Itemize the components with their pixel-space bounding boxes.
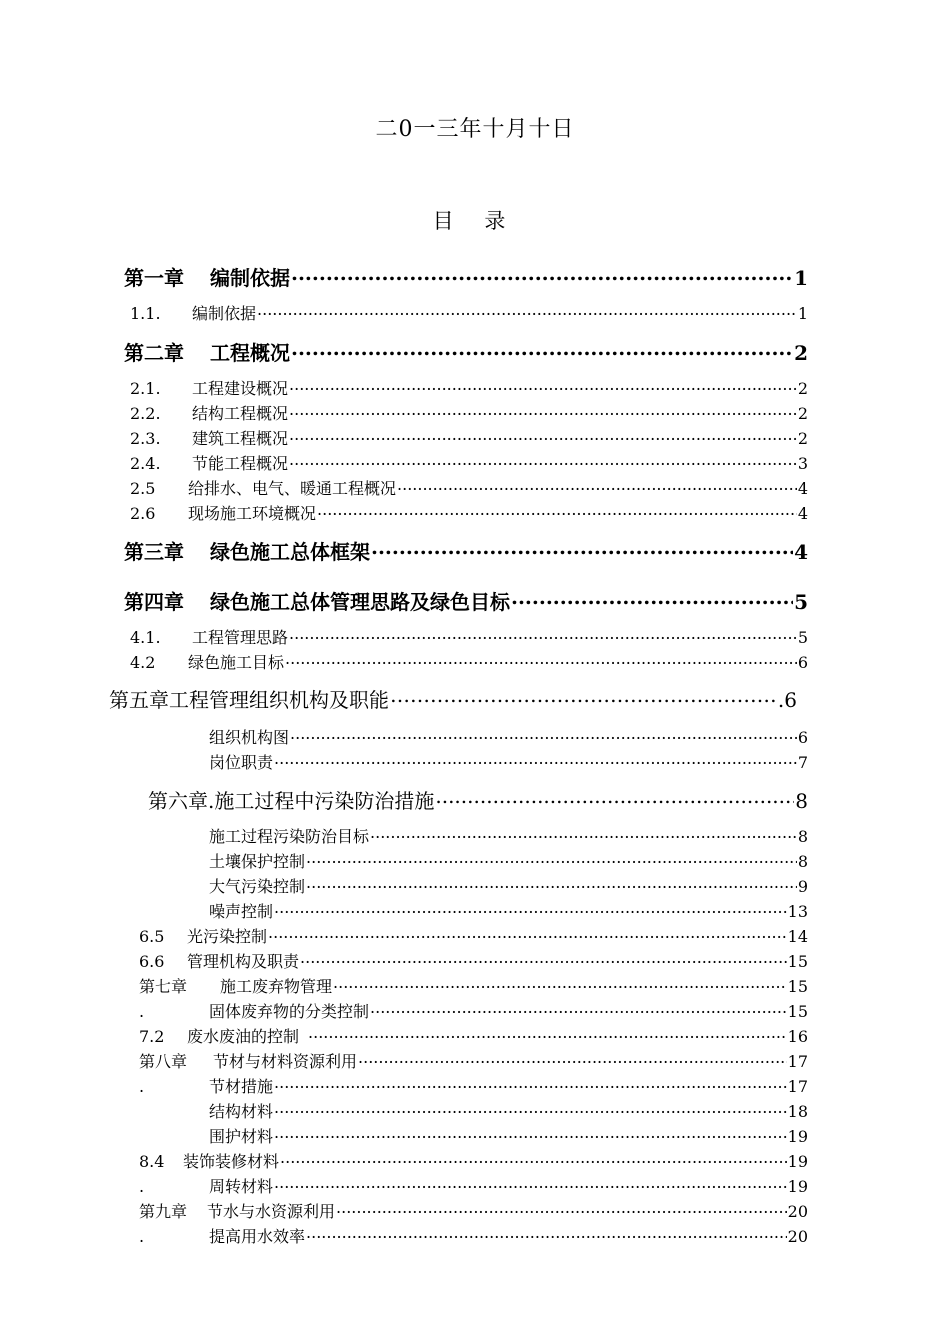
toc-entry-9-1[interactable]	[139, 1224, 808, 1247]
toc-entry-number: .	[139, 1227, 145, 1246]
toc-entry-page: 19	[787, 1177, 808, 1196]
toc-entry-label: 管理机构及职责	[187, 952, 300, 971]
toc-entry-label: 节材与材料资源利用	[213, 1052, 358, 1071]
toc-entry-8-1[interactable]	[139, 1074, 808, 1097]
toc-entry-6-2[interactable]	[209, 849, 808, 872]
toc-entry-page: 3	[797, 454, 808, 473]
toc-entry-number: 第八章	[139, 1052, 188, 1071]
toc-entry-label: 组织机构图	[209, 728, 290, 747]
toc-entry-chapter-3[interactable]	[124, 536, 808, 565]
toc-dot-leader	[511, 589, 793, 609]
toc-entry-number: 第三章	[124, 540, 184, 564]
toc-entry-2-1[interactable]	[130, 376, 808, 399]
toc-entry-8-2[interactable]	[209, 1099, 808, 1122]
toc-entry-page: 1	[797, 304, 808, 323]
toc-dot-leader	[333, 976, 787, 992]
toc-entry-page: 8	[795, 789, 808, 813]
toc-entry-chapter-4[interactable]	[124, 586, 808, 615]
toc-dot-leader	[257, 303, 797, 319]
toc-entry-8-4[interactable]	[139, 1149, 808, 1172]
toc-dot-leader	[308, 1026, 787, 1042]
toc-entry-page: 17	[787, 1052, 808, 1071]
toc-entry-label: 结构工程概况	[192, 404, 289, 423]
toc-dot-leader	[435, 788, 794, 808]
toc-entry-label: 第六章.施工过程中污染防治措施	[148, 789, 435, 813]
toc-entry-label: 结构材料	[209, 1102, 274, 1121]
toc-dot-leader	[370, 1001, 787, 1017]
toc-entry-page: 20	[787, 1227, 808, 1246]
toc-entry-page: 18	[787, 1102, 808, 1121]
toc-entry-6-5[interactable]	[139, 924, 808, 947]
toc-entry-number: 8.4	[139, 1152, 165, 1171]
toc-entry-number: 2.2.	[130, 404, 161, 423]
toc-entry-page: 15	[787, 1002, 808, 1021]
toc-entry-label: 给排水、电气、暖通工程概况	[188, 479, 397, 498]
toc-entry-label: 工程管理思路	[192, 628, 289, 647]
toc-entry-number: 第一章	[124, 266, 184, 290]
toc-entry-number: 2.3.	[130, 429, 161, 448]
toc-dot-leader	[291, 340, 793, 360]
toc-entry-page: 13	[787, 902, 808, 921]
toc-entry-page: 14	[787, 927, 808, 946]
toc-entry-label: 噪声控制	[209, 902, 274, 921]
toc-entry-label: 光污染控制	[187, 927, 268, 946]
toc-entry-label: 节能工程概况	[192, 454, 289, 473]
toc-entry-number: 2.4.	[130, 454, 161, 473]
toc-dot-leader	[274, 1076, 787, 1092]
toc-entry-7-1[interactable]	[139, 999, 808, 1022]
toc-entry-number: .	[139, 1077, 145, 1096]
toc-entry-chapter-8[interactable]	[139, 1049, 808, 1072]
toc-entry-6-4[interactable]	[209, 899, 808, 922]
toc-title: 目 录	[432, 209, 518, 233]
toc-entry-2-3[interactable]	[130, 426, 808, 449]
toc-entry-4-1[interactable]	[130, 625, 808, 648]
toc-entry-5-2[interactable]	[209, 750, 808, 773]
toc-entry-label: 第五章工程管理组织机构及职能	[109, 688, 389, 712]
toc-dot-leader	[289, 378, 797, 394]
toc-entry-number: 7.2	[139, 1027, 165, 1046]
toc-entry-label: 编制依据	[210, 266, 290, 290]
toc-entry-6-3[interactable]	[209, 874, 808, 897]
toc-dot-leader	[274, 901, 787, 917]
toc-dot-leader	[306, 851, 797, 867]
toc-dot-leader	[280, 1151, 787, 1167]
toc-entry-chapter-6[interactable]	[148, 785, 808, 814]
toc-entry-2-4[interactable]	[130, 451, 808, 474]
toc-dot-leader	[358, 1051, 787, 1067]
toc-entry-label: 围护材料	[209, 1127, 274, 1146]
toc-entry-6-6[interactable]	[139, 949, 808, 972]
toc-dot-leader	[289, 627, 797, 643]
toc-entry-label: 绿色施工总体管理思路及绿色目标	[210, 590, 510, 614]
toc-entry-label: 施工过程污染防治目标	[209, 827, 370, 846]
toc-dot-leader	[371, 539, 793, 559]
toc-entry-page: 7	[797, 753, 808, 772]
toc-entry-number: 6.5	[139, 927, 165, 946]
toc-entry-4-2[interactable]	[130, 650, 808, 673]
toc-entry-page: 8	[797, 852, 808, 871]
toc-dot-leader	[274, 1101, 787, 1117]
toc-entry-page: 6	[797, 653, 808, 672]
toc-entry-8-5[interactable]	[139, 1174, 808, 1197]
toc-entry-label: 节材措施	[209, 1077, 274, 1096]
toc-entry-label: 土壤保护控制	[209, 852, 306, 871]
toc-dot-leader	[370, 826, 797, 842]
toc-dot-leader	[289, 453, 797, 469]
toc-entry-label: 现场施工环境概况	[188, 504, 317, 523]
toc-entry-number: 2.5	[130, 479, 156, 498]
toc-dot-leader	[397, 478, 797, 494]
toc-entry-number: 4.1.	[130, 628, 161, 647]
toc-entry-page: 2	[797, 379, 808, 398]
toc-dot-leader	[268, 926, 787, 942]
toc-entry-page: 6	[797, 728, 808, 747]
toc-entry-label: 工程概况	[210, 341, 290, 365]
toc-entry-label: 提高用水效率	[209, 1227, 306, 1246]
toc-entry-label: 绿色施工目标	[188, 653, 285, 672]
toc-entry-number: 2.6	[130, 504, 156, 523]
toc-entry-number: 1.1.	[130, 304, 161, 323]
toc-dot-leader	[300, 951, 787, 967]
toc-entry-page: 15	[787, 952, 808, 971]
toc-entry-label: 绿色施工总体框架	[210, 540, 370, 564]
toc-entry-8-3[interactable]	[209, 1124, 808, 1147]
toc-entry-number: 第二章	[124, 341, 184, 365]
toc-entry-label: 周转材料	[209, 1177, 274, 1196]
toc-entry-page: 9	[797, 877, 808, 896]
toc-dot-leader	[289, 403, 797, 419]
toc-dot-leader	[290, 727, 797, 743]
toc-entry-page: 5	[797, 628, 808, 647]
toc-entry-number: .	[139, 1002, 145, 1021]
toc-entry-number: 2.1.	[130, 379, 161, 398]
toc-dot-leader	[274, 1176, 787, 1192]
toc-entry-6-1[interactable]	[209, 824, 808, 847]
toc-entry-label: 固体废弃物的分类控制	[209, 1002, 370, 1021]
toc-entry-1-1[interactable]	[130, 301, 808, 324]
toc-dot-leader	[291, 265, 793, 285]
toc-entry-page: 19	[787, 1152, 808, 1171]
toc-entry-page: 2	[797, 429, 808, 448]
toc-entry-chapter-9[interactable]	[139, 1199, 808, 1222]
document-date: 二0一三年十月十日	[375, 117, 575, 142]
toc-entry-label: 装饰装修材料	[183, 1152, 280, 1171]
toc-dot-leader	[306, 876, 797, 892]
toc-dot-leader	[390, 687, 777, 707]
toc-entry-page: 19	[787, 1127, 808, 1146]
toc-entry-page: .6	[777, 688, 797, 712]
toc-entry-number: 第四章	[124, 590, 184, 614]
toc-entry-page: 20	[787, 1202, 808, 1221]
toc-entry-label: 节水与水资源利用	[207, 1202, 336, 1221]
toc-entry-page: 17	[787, 1077, 808, 1096]
toc-entry-5-1[interactable]	[209, 725, 808, 748]
toc-dot-leader	[317, 503, 797, 519]
toc-entry-page: 2	[797, 404, 808, 423]
toc-dot-leader	[289, 428, 797, 444]
toc-entry-label: 工程建设概况	[192, 379, 289, 398]
toc-entry-page: 2	[794, 341, 808, 365]
toc-entry-chapter-1[interactable]	[124, 262, 808, 291]
toc-entry-number: 4.2	[130, 653, 156, 672]
toc-entry-number: 6.6	[139, 952, 165, 971]
toc-entry-page: 8	[797, 827, 808, 846]
toc-entry-2-5[interactable]	[130, 476, 808, 499]
toc-dot-leader	[306, 1226, 787, 1242]
toc-entry-page: 4	[797, 479, 808, 498]
toc-entry-7-2[interactable]	[139, 1024, 808, 1047]
toc-entry-2-2[interactable]	[130, 401, 808, 424]
toc-entry-page: 4	[794, 540, 808, 564]
toc-dot-leader	[274, 752, 797, 768]
toc-entry-label: 施工废弃物管理	[220, 977, 333, 996]
toc-entry-number: 第九章	[139, 1202, 188, 1221]
toc-dot-leader	[274, 1126, 787, 1142]
toc-dot-leader	[336, 1201, 787, 1217]
toc-entry-2-6[interactable]	[130, 501, 808, 524]
toc-entry-label: 岗位职责	[209, 753, 274, 772]
toc-entry-label: 编制依据	[192, 304, 257, 323]
toc-entry-chapter-2[interactable]	[124, 337, 808, 366]
toc-entry-label: 建筑工程概况	[192, 429, 289, 448]
toc-entry-label: 大气污染控制	[209, 877, 306, 896]
toc-entry-number: 第七章	[139, 977, 188, 996]
toc-entry-page: 15	[787, 977, 808, 996]
toc-entry-page: 4	[797, 504, 808, 523]
toc-entry-page: 16	[787, 1027, 808, 1046]
toc-entry-chapter-5[interactable]	[109, 684, 797, 713]
toc-dot-leader	[285, 652, 797, 668]
toc-entry-page: 1	[794, 266, 808, 290]
toc-entry-page: 5	[794, 590, 808, 614]
toc-entry-number: .	[139, 1177, 145, 1196]
toc-entry-chapter-7[interactable]	[139, 974, 808, 997]
toc-entry-label: 废水废油的控制	[187, 1027, 300, 1046]
